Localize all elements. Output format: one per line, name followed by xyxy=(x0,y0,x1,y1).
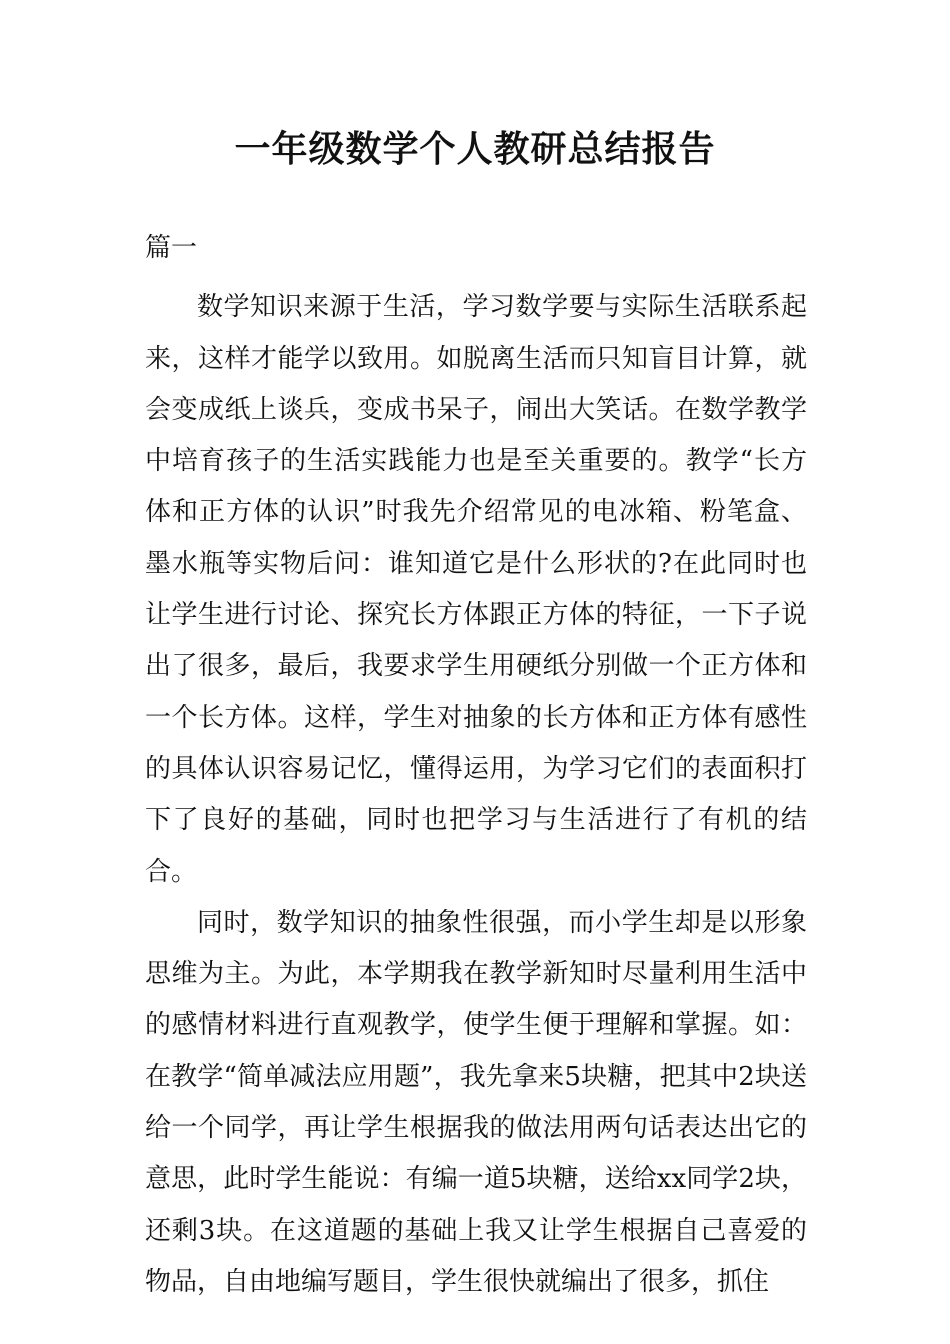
document-body xyxy=(145,223,807,1308)
section-label: 篇一 xyxy=(145,233,198,263)
paragraph-1: 数学知识来源于生活，学习数学要与实际生活联系起来，这样才能学以致用。如脱离生活而只知盲目计算，就会变成纸上谈兵，变成书呆子，闹出大笑话。在数学教学中培育孩子的生活实践能力也是至关重要的。教学“长方体和正方体的认识”时我先介绍常见的电冰箱、粉笔盒、墨水瓶等实物后问：谁知道它是什么形状的?在此同时也让学生进行讨论、探究长方体跟正方体的特征，一下子说出了很多，最后，我要求学生用硬纸分别做一个正方体和一个长方体。这样，学生对抽象的长方体和正方体有感性的具体认识容易记忆，懂得运用，为学习它们的表面积打下了良好的基础，同时也把学习与生活进行了有机的结合。 xyxy=(145,292,807,887)
paragraph-2: 同时，数学知识的抽象性很强，而小学生却是以形象思维为主。为此，本学期我在教学新知时尽量利用生活中的感情材料进行直观教学，使学生便于理解和掌握。如：在教学“简单减法应用题”，我先拿来5块糖，把其中2块送给一个同学，再让学生根据我的做法用两句话表达出它的意思，此时学生能说：有编一道5块糖，送给xx同学2块，还剩3块。在这道题的基础上我又让学生根据自己喜爱的物品，自由地编写题目，学生很快就编出了很多，抓住 xyxy=(145,907,807,1297)
document-title: 一年级数学个人教研总结报告 xyxy=(234,129,716,170)
